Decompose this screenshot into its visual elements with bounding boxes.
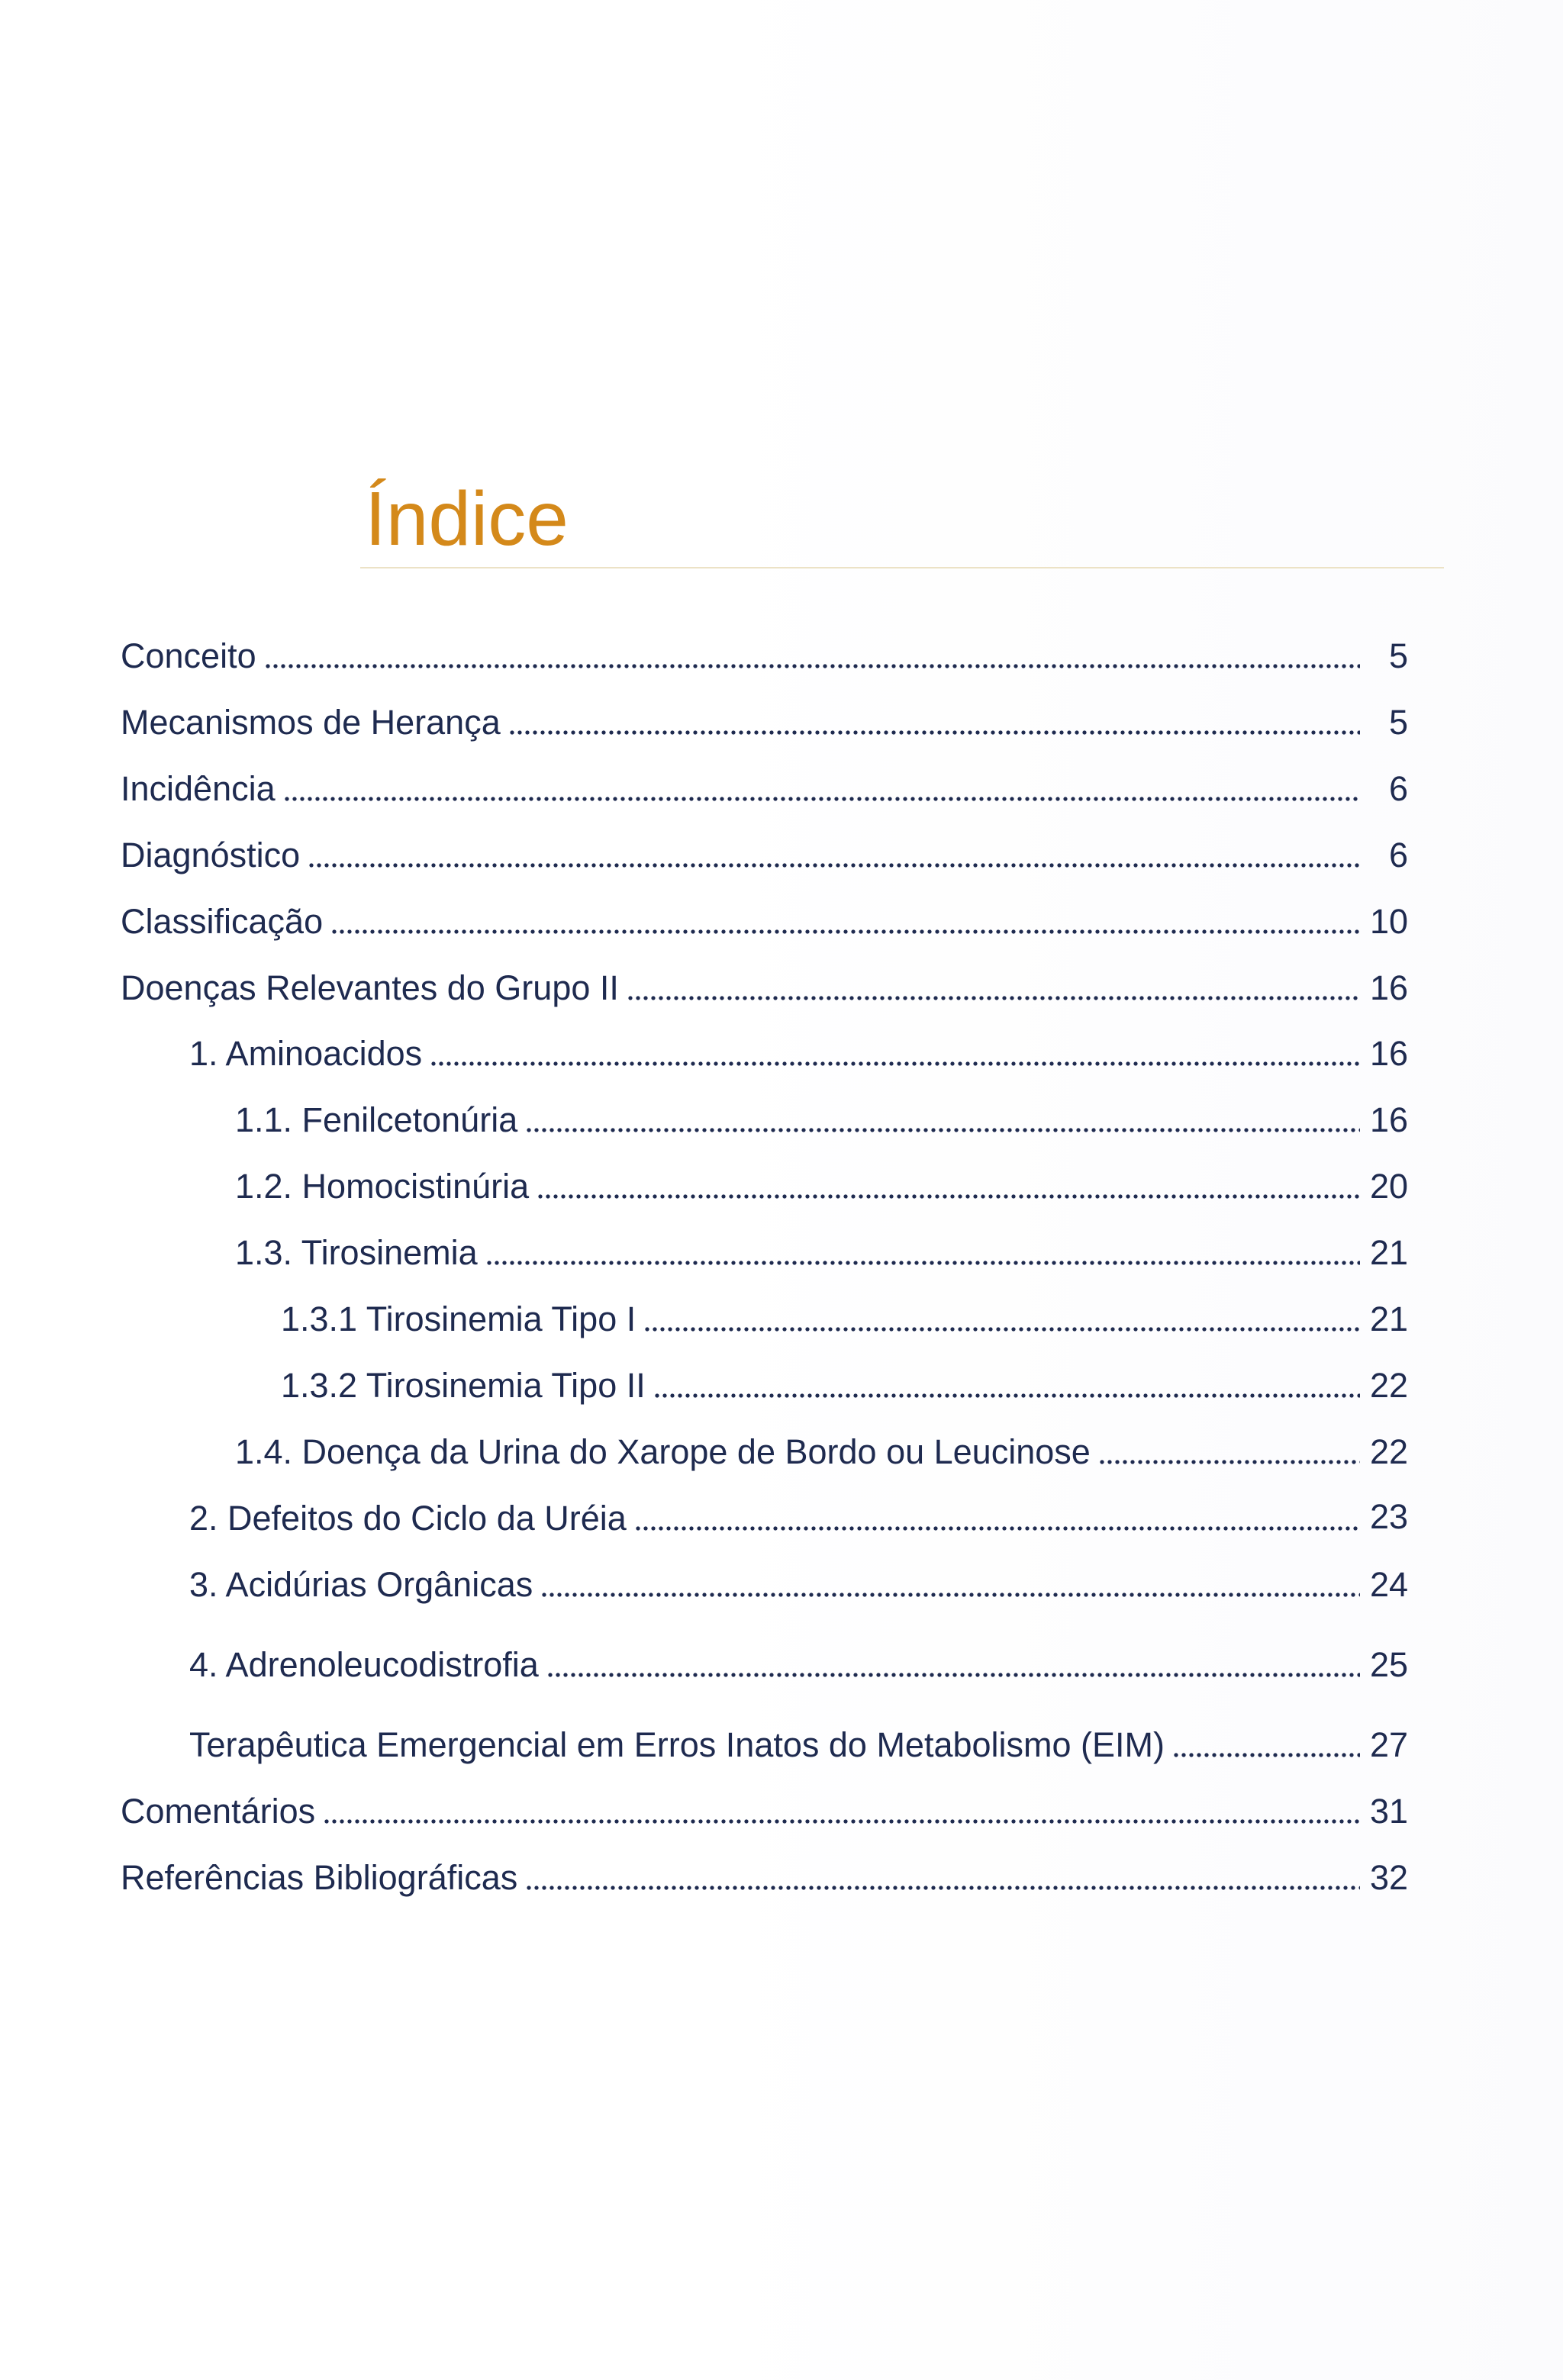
toc-dot-leader bbox=[283, 795, 1360, 803]
toc-entry-ciclo-da-ureia[interactable] bbox=[189, 1496, 1366, 1541]
toc-entry-page: 24 bbox=[1369, 1565, 1408, 1604]
toc-entry-label: 4. Adrenoleucodistrofia bbox=[189, 1645, 539, 1684]
toc-dot-leader bbox=[525, 1884, 1360, 1892]
toc-dot-leader bbox=[546, 1671, 1360, 1679]
toc-dot-leader bbox=[485, 1259, 1360, 1267]
toc-entry-label: Doenças Relevantes do Grupo II bbox=[121, 968, 619, 1007]
toc-entry-label: Mecanismos de Herança bbox=[121, 703, 501, 742]
toc-entry-label: 1.3.2 Tirosinemia Tipo II bbox=[281, 1366, 646, 1405]
toc-entry-label: Referências Bibliográficas bbox=[121, 1858, 518, 1897]
toc-entry-tirosinemia[interactable] bbox=[235, 1230, 1366, 1276]
toc-entry-label: 1.1. Fenilcetonúria bbox=[235, 1100, 518, 1139]
toc-entry-label: Incidência bbox=[121, 769, 276, 808]
toc-entry-label: 1.4. Doença da Urina do Xarope de Bordo ou Leucinose bbox=[235, 1432, 1091, 1471]
toc-entry-fenilcetonuria[interactable] bbox=[235, 1097, 1366, 1143]
toc-dot-leader bbox=[634, 1525, 1360, 1532]
toc-entry-page: 5 bbox=[1388, 636, 1408, 675]
toc-entry-label: Terapêutica Emergencial em Erros Inatos do Metabolismo (EIM) bbox=[189, 1725, 1165, 1764]
toc-entry-page: 10 bbox=[1369, 902, 1408, 941]
toc-entry-comentarios[interactable] bbox=[121, 1789, 1366, 1834]
toc-entry-label: Diagnóstico bbox=[121, 836, 301, 874]
toc-entry-page: 5 bbox=[1388, 703, 1408, 742]
toc-entry-label: 1.3. Tirosinemia bbox=[235, 1233, 478, 1272]
toc-dot-leader bbox=[1098, 1458, 1360, 1466]
toc-entry-tirosinemia-tipo-i[interactable] bbox=[281, 1296, 1366, 1342]
toc-dot-leader bbox=[1172, 1751, 1360, 1759]
toc-dot-leader bbox=[508, 729, 1360, 736]
toc-entry-page: 27 bbox=[1369, 1725, 1408, 1764]
toc-entry-label: 1. Aminoacidos bbox=[189, 1034, 423, 1073]
toc-entry-referencias-bibliograficas[interactable] bbox=[121, 1855, 1366, 1901]
toc-entry-classificacao[interactable] bbox=[121, 899, 1366, 945]
toc-dot-leader bbox=[643, 1325, 1360, 1333]
toc-entry-terapeutica-emergencial[interactable] bbox=[189, 1722, 1366, 1768]
toc-entry-page: 20 bbox=[1369, 1167, 1408, 1206]
toc-entry-page: 21 bbox=[1369, 1299, 1408, 1338]
toc-dot-leader bbox=[653, 1392, 1360, 1399]
toc-entry-adrenoleucodistrofia[interactable] bbox=[189, 1642, 1366, 1688]
toc-dot-leader bbox=[308, 862, 1360, 869]
toc-entry-tirosinemia-tipo-ii[interactable] bbox=[281, 1363, 1366, 1409]
toc-entry-mecanismos-de-heranca[interactable] bbox=[121, 700, 1366, 746]
page-title: Índice bbox=[365, 476, 569, 562]
toc-dot-leader bbox=[264, 662, 1360, 670]
toc-entry-page: 16 bbox=[1369, 1100, 1408, 1139]
toc-entry-page: 31 bbox=[1369, 1792, 1408, 1831]
toc-entry-label: 1.3.1 Tirosinemia Tipo I bbox=[281, 1299, 636, 1338]
toc-dot-leader bbox=[330, 928, 1360, 936]
toc-entry-label: Classificação bbox=[121, 902, 324, 941]
toc-entry-acidurias-organicas[interactable] bbox=[189, 1562, 1366, 1608]
toc-entry-label: Conceito bbox=[121, 636, 256, 675]
toc-entry-label: 2. Defeitos do Ciclo da Uréia bbox=[189, 1499, 627, 1538]
toc-dot-leader bbox=[537, 1193, 1360, 1200]
toc-entry-label: 3. Acidúrias Orgânicas bbox=[189, 1565, 533, 1604]
toc-entry-page: 22 bbox=[1369, 1366, 1408, 1405]
toc-entry-homocistinuria[interactable] bbox=[235, 1164, 1366, 1209]
toc-dot-leader bbox=[525, 1126, 1360, 1134]
toc-entry-label: Comentários bbox=[121, 1792, 316, 1831]
toc-dot-leader bbox=[627, 994, 1360, 1002]
toc-entry-page: 6 bbox=[1388, 836, 1408, 874]
toc-entry-page: 21 bbox=[1369, 1233, 1408, 1272]
toc-entry-leucinose[interactable] bbox=[235, 1429, 1366, 1475]
toc-entry-diagnostico[interactable] bbox=[121, 833, 1366, 878]
toc-entry-page: 23 bbox=[1369, 1497, 1408, 1536]
toc-dot-leader bbox=[430, 1060, 1360, 1068]
toc-entry-aminoacidos[interactable] bbox=[189, 1031, 1366, 1077]
toc-entry-page: 16 bbox=[1369, 1034, 1408, 1073]
toc-entry-page: 32 bbox=[1369, 1858, 1408, 1897]
toc-entry-page: 16 bbox=[1369, 968, 1408, 1007]
toc-entry-doencas-relevantes[interactable] bbox=[121, 965, 1366, 1011]
toc-entry-incidencia[interactable] bbox=[121, 766, 1366, 812]
toc-entry-conceito[interactable] bbox=[121, 633, 1366, 679]
toc-dot-leader bbox=[323, 1818, 1360, 1825]
toc-entry-page: 25 bbox=[1369, 1645, 1408, 1684]
toc-entry-page: 22 bbox=[1369, 1432, 1408, 1471]
toc-entry-label: 1.2. Homocistinúria bbox=[235, 1167, 530, 1206]
toc-dot-leader bbox=[540, 1591, 1360, 1599]
toc-entry-page: 6 bbox=[1388, 769, 1408, 808]
